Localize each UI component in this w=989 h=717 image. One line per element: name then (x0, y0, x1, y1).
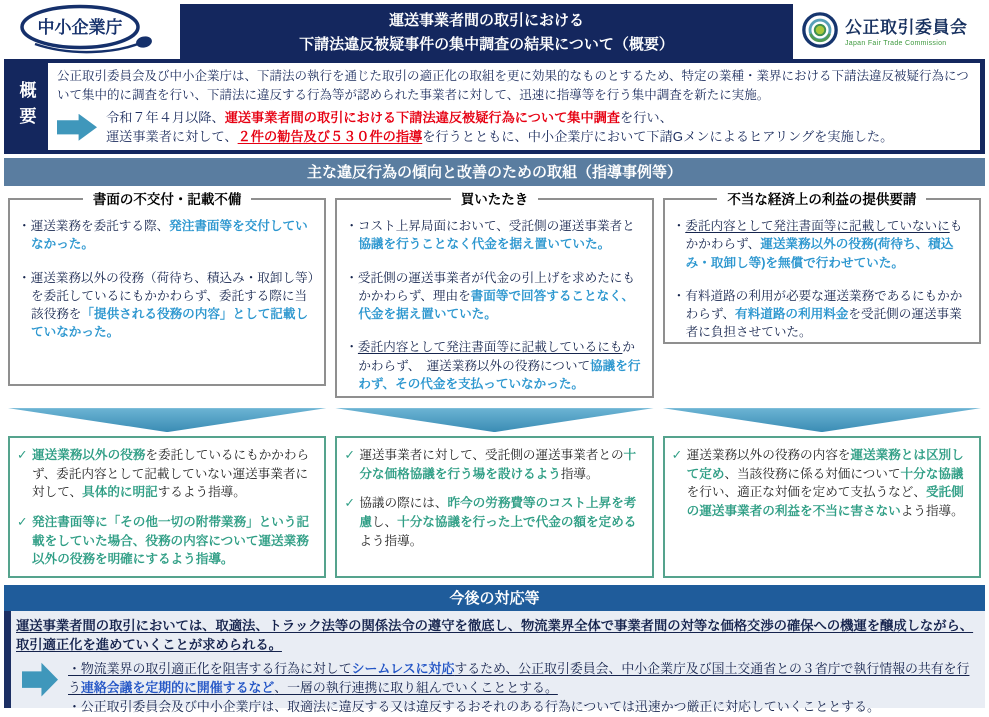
jftc-name: 公正取引委員会 (845, 18, 968, 37)
main-section-title: 主な違反行為の傾向と改善のための取組（指導事例等） (4, 158, 985, 186)
violation-bullet: ・委託内容として発注書面等に記載していないにもかかわらず、運送業務以外の役務(荷待ち、積込み・取卸し等)を無償で行わせていた。 (672, 219, 963, 270)
violation-box-shomen (8, 192, 326, 386)
down-chevron-icon (335, 408, 653, 432)
future-section-title: 今後の対応等 (4, 585, 985, 611)
check-icon: ✓ (17, 448, 28, 463)
page-title-line1: 運送事業者間の取引における (388, 12, 584, 29)
guidance-bullet: ✓ 発注書面等に「その他一切の附帯業務」という記載をしていた場合、役務の内容について運送業務以外の役務を明確にするよう指導。 (17, 513, 317, 569)
page-title (180, 4, 793, 63)
jftc-subtitle: Japan Fair Trade Commission (845, 40, 947, 47)
overview-result-line2: 運送事業者に対して、２件の勧告及び５３０件の指導を行うとともに、中小企業庁において下請Gメンによるヒアリングを実施した。 (106, 129, 894, 145)
overview-section (4, 59, 985, 154)
future-section (4, 611, 985, 715)
chusho-meti-logo-icon (15, 3, 165, 56)
guidance-box-rieki (663, 436, 981, 578)
jftc-logo-text (845, 13, 968, 47)
violation-box-title: 書面の不交付・記載不備 (8, 190, 326, 210)
violation-bullet: ・運送業務を委託する際、発注書面等を交付していなかった。 (18, 219, 308, 252)
violation-box-kaitataki (335, 192, 653, 398)
violation-bullet: ・受託側の運送事業者が代金の引上げを求めたにもかかわらず、理由を書面等で回答することなく、代金を据え置いていた。 (345, 270, 635, 322)
right-arrow-icon (22, 662, 58, 698)
guidance-bullet: ✓ 運送事業者に対して、受託側の運送事業者との十分な価格協議を行う場を設けるよう指導。 (344, 446, 644, 483)
violation-box-title: 買いたたき (335, 190, 653, 210)
future-bullet: ・物流業界の取引適正化を阻害する行為に対してシームレスに対応するため、公正取引委員会、中小企業庁及び国土交通省との３省庁で執行情報の共有を行う連絡会議を定期的に開催するなど、一層の執行連携に取り組んでいくこととする。 (68, 660, 970, 695)
page-title-line2: 下請法違反被疑事件の集中調査の結果について（概要） (299, 36, 674, 53)
guidance-bullet: ✓ 運送業務以外の役務の内容を運送業務とは区別して定め、当該役務に係る対価について十分な協議を行い、適正な対価を定めて支払うなど、受託側の運送事業者の利益を不当に害さないよう指導。 (672, 446, 972, 521)
violation-bullet: ・コスト上昇局面において、受託側の運送事業者と協議を行うことなく代金を据え置いていた。 (345, 219, 635, 252)
overview-paragraph: 公正取引委員会及び中小企業庁は、下請法の執行を通じた取引の適正化の取組を更に効果的なものとするため、特定の業種・業界における下請法違反被疑行為について集中的に調査を行い、下請法に違反する行為等が認められた事業者に対して、迅速に指導等を行う集中調査を新たに実施。 (57, 69, 969, 102)
overview-result-line1: 令和７年４月以降、運送事業者間の取引における下請法違反被疑行為について集中調査を行い、 (106, 109, 673, 125)
overview-label: 概要 (16, 80, 36, 133)
check-icon: ✓ (344, 448, 355, 463)
future-lead: 運送事業者間の取引においては、取適法、トラック法等の関係法令の遵守を徹底し、物流業界全体で事業者間の対等な価格交渉の確保への機運を醸成しながら、取引適正化を進めていくことが求められる。 (16, 618, 974, 653)
check-icon: ✓ (17, 514, 28, 529)
violation-bullet: ・運送業務以外の役務（荷待ち、積込み・取卸し等）を委託しているにもかかわらず、委託する際に当該役務を「提供される役務の内容」として記載していなかった。 (18, 270, 314, 340)
overview-result-text (106, 108, 893, 148)
chusho-logo-text: 中小企業庁 (37, 18, 123, 37)
guidance-box-kaitataki (335, 436, 653, 578)
future-bullets-row (16, 659, 977, 717)
violation-box-rieki (663, 192, 981, 344)
guidance-box-shomen (8, 436, 326, 578)
jftc-logo (793, 0, 989, 49)
violation-boxes-row (8, 192, 981, 400)
overview-result-row (57, 108, 971, 148)
future-bullets (68, 659, 977, 717)
violation-bullet: ・有料道路の利用が必要な運送業務であるにもかかわらず、有料道路の利用料金を受託側の運送事業者に負担させていた。 (672, 288, 963, 340)
chevron-row (8, 408, 981, 432)
chusho-meti-logo (0, 0, 180, 56)
right-arrow-icon (57, 114, 97, 141)
guidance-bullet: ✓ 協議の際には、昨今の労務費等のコスト上昇を考慮し、十分な協議を行った上で代金の額を定めるよう指導。 (344, 494, 644, 550)
violation-box-title: 不当な経済上の利益の提供要請 (663, 190, 981, 210)
down-chevron-icon (663, 408, 981, 432)
guidance-bullet: ✓ 運送業務以外の役務を委託しているにもかかわらず、委託内容として記載していない運送事業者に対して、具体的に明記するよう指導。 (17, 446, 317, 502)
check-icon: ✓ (671, 448, 683, 463)
guidance-boxes-row (8, 436, 981, 578)
check-icon: ✓ (344, 496, 355, 511)
header (0, 0, 989, 57)
future-bullet: ・公正取引委員会及び中小企業庁は、取適法に違反する又は違反するおそれのある行為については迅速かつ厳正に対応していくこととする。 (68, 699, 880, 715)
jftc-eye-icon (801, 11, 839, 49)
violation-bullet: ・委託内容として発注書面等に記載しているにもかかわらず、 運送業務以外の役務について協議を行わず、その代金を支払っていなかった。 (345, 340, 641, 391)
down-chevron-icon (8, 408, 326, 432)
overview-body (48, 63, 980, 150)
